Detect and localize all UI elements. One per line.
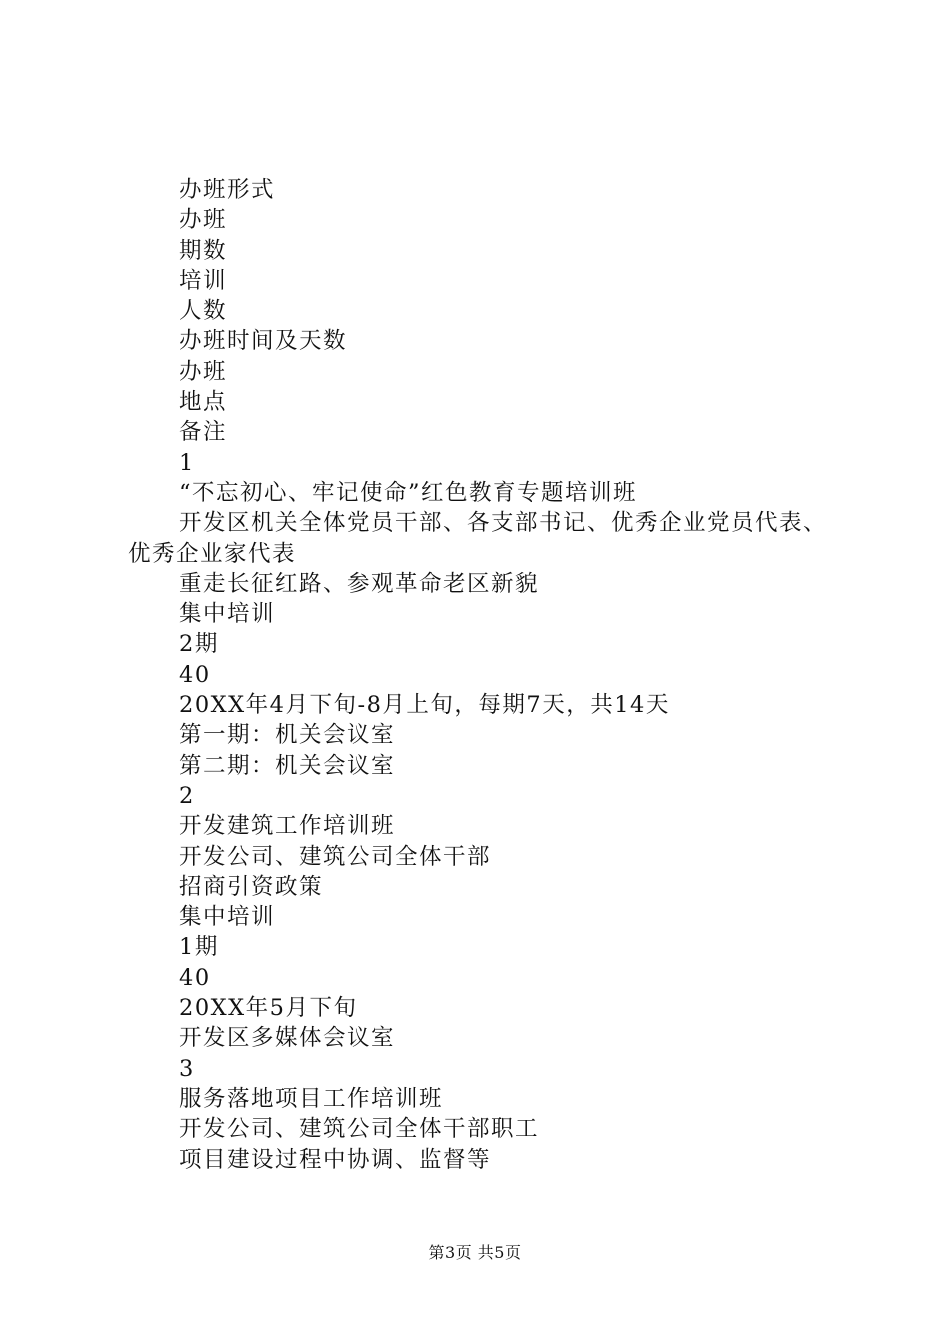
text-line: 2期 bbox=[179, 631, 219, 658]
text-line: “不忘初心、牢记使命”红色教育专题培训班 bbox=[179, 479, 638, 506]
text-line: 办班时间及天数 bbox=[179, 328, 348, 355]
text-line: 集中培训 bbox=[179, 601, 276, 628]
text-line: 地点 bbox=[179, 389, 228, 416]
text-line: 1 bbox=[179, 449, 195, 476]
text-line: 开发公司、建筑公司全体干部职工 bbox=[179, 1116, 540, 1143]
text-line: 办班形式 bbox=[179, 177, 276, 203]
text-line: 招商引资政策 bbox=[179, 873, 324, 900]
text-line: 开发区机关全体党员干部、各支部书记、优秀企业党员代表、优秀企业家代表 bbox=[128, 510, 828, 567]
text-line: 办班 bbox=[179, 358, 228, 385]
document-body bbox=[128, 175, 838, 1175]
text-line: 期数 bbox=[179, 237, 228, 264]
text-line: 40 bbox=[179, 964, 211, 991]
text-line: 第二期：机关会议室 bbox=[179, 752, 396, 779]
text-line: 3 bbox=[179, 1055, 195, 1082]
text-line: 开发建筑工作培训班 bbox=[179, 813, 396, 840]
text-line: 开发公司、建筑公司全体干部 bbox=[179, 843, 492, 870]
text-line: 第一期：机关会议室 bbox=[179, 722, 396, 749]
text-line: 2 bbox=[179, 782, 195, 809]
text-line: 人数 bbox=[179, 298, 228, 325]
text-line: 20XX年5月下旬 bbox=[179, 995, 358, 1022]
text-line: 服务落地项目工作培训班 bbox=[179, 1085, 444, 1112]
text-line: 培训 bbox=[179, 267, 228, 294]
text-line: 项目建设过程中协调、监督等 bbox=[179, 1146, 492, 1173]
text-line: 重走长征红路、参观革命老区新貌 bbox=[179, 570, 540, 597]
text-line: 20XX年4月下旬-8月上旬，每期7天，共14天 bbox=[179, 692, 670, 719]
text-line: 集中培训 bbox=[179, 904, 276, 931]
text-line: 40 bbox=[179, 661, 211, 688]
page-number-footer: 第3页 共5页 bbox=[428, 1243, 522, 1262]
text-line: 办班 bbox=[179, 207, 228, 234]
text-line: 开发区多媒体会议室 bbox=[179, 1025, 396, 1052]
text-line: 备注 bbox=[179, 419, 228, 446]
text-line: 1期 bbox=[179, 934, 219, 961]
